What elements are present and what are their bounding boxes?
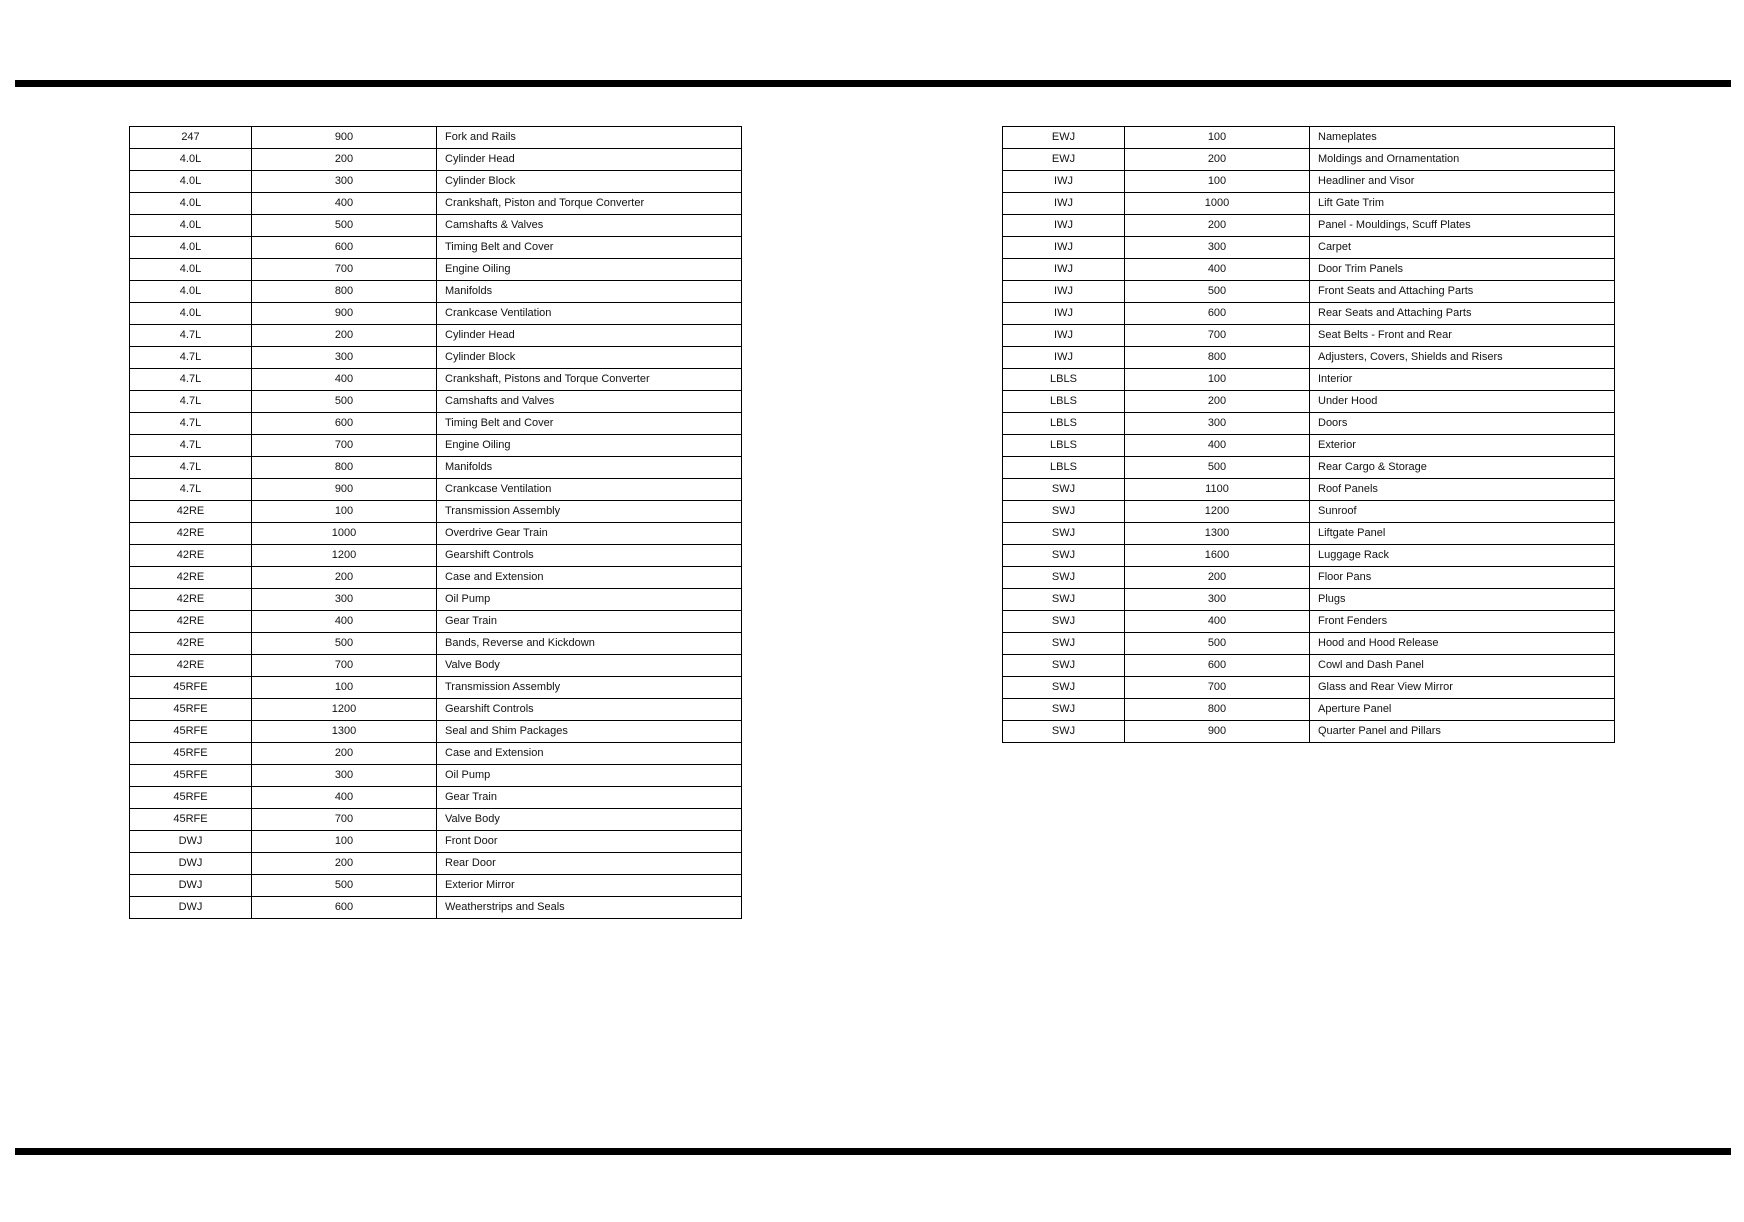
group-code-cell: SWJ (1003, 699, 1125, 721)
left-table-body (130, 127, 742, 919)
left-index-table (129, 126, 742, 919)
table-row (130, 831, 742, 853)
group-code-cell: 42RE (130, 567, 252, 589)
section-number-cell: 500 (1125, 633, 1310, 655)
section-title-cell: Front Door (437, 831, 742, 853)
group-code-cell: 4.0L (130, 303, 252, 325)
section-title-cell: Rear Cargo & Storage (1310, 457, 1615, 479)
group-code-cell: LBLS (1003, 457, 1125, 479)
group-code-cell: IWJ (1003, 215, 1125, 237)
section-title-cell: Front Fenders (1310, 611, 1615, 633)
section-title-cell: Gearshift Controls (437, 545, 742, 567)
table-row (130, 479, 742, 501)
section-number-cell: 700 (252, 435, 437, 457)
section-title-cell: Interior (1310, 369, 1615, 391)
section-number-cell: 300 (1125, 413, 1310, 435)
section-number-cell: 100 (252, 831, 437, 853)
table-row (130, 875, 742, 897)
table-row (130, 325, 742, 347)
table-row (1003, 127, 1615, 149)
section-title-cell: Door Trim Panels (1310, 259, 1615, 281)
group-code-cell: IWJ (1003, 325, 1125, 347)
group-code-cell: 45RFE (130, 743, 252, 765)
group-code-cell: 247 (130, 127, 252, 149)
table-row (1003, 435, 1615, 457)
group-code-cell: DWJ (130, 897, 252, 919)
section-title-cell: Lift Gate Trim (1310, 193, 1615, 215)
table-row (1003, 237, 1615, 259)
table-row (1003, 501, 1615, 523)
table-row (130, 413, 742, 435)
table-row (1003, 193, 1615, 215)
section-title-cell: Crankshaft, Pistons and Torque Converter (437, 369, 742, 391)
section-title-cell: Plugs (1310, 589, 1615, 611)
table-row (1003, 281, 1615, 303)
section-title-cell: Rear Seats and Attaching Parts (1310, 303, 1615, 325)
section-title-cell: Exterior (1310, 435, 1615, 457)
table-row (130, 743, 742, 765)
group-code-cell: 42RE (130, 523, 252, 545)
section-title-cell: Aperture Panel (1310, 699, 1615, 721)
section-number-cell: 300 (1125, 589, 1310, 611)
section-title-cell: Cylinder Head (437, 149, 742, 171)
section-title-cell: Gear Train (437, 787, 742, 809)
section-title-cell: Liftgate Panel (1310, 523, 1615, 545)
section-title-cell: Engine Oiling (437, 435, 742, 457)
section-title-cell: Carpet (1310, 237, 1615, 259)
section-number-cell: 800 (252, 457, 437, 479)
table-row (1003, 479, 1615, 501)
group-code-cell: 4.0L (130, 171, 252, 193)
table-row (130, 369, 742, 391)
section-title-cell: Oil Pump (437, 765, 742, 787)
group-code-cell: 4.0L (130, 215, 252, 237)
section-number-cell: 1000 (252, 523, 437, 545)
group-code-cell: LBLS (1003, 391, 1125, 413)
group-code-cell: SWJ (1003, 567, 1125, 589)
group-code-cell: EWJ (1003, 149, 1125, 171)
table-row (1003, 303, 1615, 325)
table-row (1003, 589, 1615, 611)
group-code-cell: 42RE (130, 611, 252, 633)
group-code-cell: 45RFE (130, 721, 252, 743)
section-number-cell: 500 (1125, 281, 1310, 303)
section-title-cell: Case and Extension (437, 567, 742, 589)
group-code-cell: IWJ (1003, 303, 1125, 325)
group-code-cell: SWJ (1003, 523, 1125, 545)
table-row (130, 765, 742, 787)
table-row (130, 501, 742, 523)
section-number-cell: 200 (252, 853, 437, 875)
table-row (130, 853, 742, 875)
table-row (1003, 347, 1615, 369)
group-code-cell: SWJ (1003, 677, 1125, 699)
section-number-cell: 200 (1125, 215, 1310, 237)
section-title-cell: Overdrive Gear Train (437, 523, 742, 545)
section-title-cell: Case and Extension (437, 743, 742, 765)
section-title-cell: Front Seats and Attaching Parts (1310, 281, 1615, 303)
section-number-cell: 400 (252, 611, 437, 633)
section-title-cell: Roof Panels (1310, 479, 1615, 501)
table-row (1003, 523, 1615, 545)
section-number-cell: 500 (252, 391, 437, 413)
section-title-cell: Timing Belt and Cover (437, 413, 742, 435)
table-row (1003, 149, 1615, 171)
group-code-cell: SWJ (1003, 655, 1125, 677)
group-code-cell: IWJ (1003, 281, 1125, 303)
section-title-cell: Headliner and Visor (1310, 171, 1615, 193)
table-row (1003, 259, 1615, 281)
table-row (1003, 677, 1615, 699)
group-code-cell: SWJ (1003, 633, 1125, 655)
table-row (1003, 699, 1615, 721)
section-title-cell: Manifolds (437, 457, 742, 479)
section-number-cell: 900 (1125, 721, 1310, 743)
section-number-cell: 200 (1125, 567, 1310, 589)
section-number-cell: 1200 (1125, 501, 1310, 523)
table-row (130, 699, 742, 721)
section-title-cell: Cylinder Block (437, 347, 742, 369)
section-title-cell: Bands, Reverse and Kickdown (437, 633, 742, 655)
section-title-cell: Camshafts & Valves (437, 215, 742, 237)
section-number-cell: 600 (1125, 655, 1310, 677)
group-code-cell: 4.7L (130, 325, 252, 347)
section-number-cell: 200 (252, 743, 437, 765)
group-code-cell: IWJ (1003, 193, 1125, 215)
section-title-cell: Adjusters, Covers, Shields and Risers (1310, 347, 1615, 369)
table-row (130, 127, 742, 149)
section-number-cell: 700 (252, 809, 437, 831)
group-code-cell: LBLS (1003, 413, 1125, 435)
table-row (1003, 171, 1615, 193)
table-row (1003, 369, 1615, 391)
section-number-cell: 300 (1125, 237, 1310, 259)
table-row (130, 809, 742, 831)
table-row (130, 237, 742, 259)
group-code-cell: LBLS (1003, 369, 1125, 391)
group-code-cell: 42RE (130, 633, 252, 655)
section-title-cell: Engine Oiling (437, 259, 742, 281)
section-title-cell: Cylinder Block (437, 171, 742, 193)
section-number-cell: 500 (252, 633, 437, 655)
section-title-cell: Panel - Mouldings, Scuff Plates (1310, 215, 1615, 237)
group-code-cell: SWJ (1003, 479, 1125, 501)
section-number-cell: 100 (252, 501, 437, 523)
section-title-cell: Crankcase Ventilation (437, 303, 742, 325)
group-code-cell: IWJ (1003, 171, 1125, 193)
section-title-cell: Nameplates (1310, 127, 1615, 149)
table-row (1003, 215, 1615, 237)
table-row (1003, 545, 1615, 567)
section-number-cell: 200 (252, 149, 437, 171)
table-row (1003, 633, 1615, 655)
group-code-cell: 42RE (130, 501, 252, 523)
section-title-cell: Transmission Assembly (437, 501, 742, 523)
section-number-cell: 700 (1125, 677, 1310, 699)
group-code-cell: DWJ (130, 875, 252, 897)
section-number-cell: 900 (252, 127, 437, 149)
table-row (130, 303, 742, 325)
group-code-cell: 4.7L (130, 391, 252, 413)
group-code-cell: 4.7L (130, 435, 252, 457)
section-number-cell: 1600 (1125, 545, 1310, 567)
section-number-cell: 900 (252, 303, 437, 325)
section-number-cell: 400 (252, 369, 437, 391)
section-title-cell: Glass and Rear View Mirror (1310, 677, 1615, 699)
section-number-cell: 100 (1125, 127, 1310, 149)
section-number-cell: 500 (252, 875, 437, 897)
section-title-cell: Camshafts and Valves (437, 391, 742, 413)
section-number-cell: 200 (252, 325, 437, 347)
section-title-cell: Cylinder Head (437, 325, 742, 347)
section-number-cell: 200 (252, 567, 437, 589)
table-row (130, 391, 742, 413)
group-code-cell: 45RFE (130, 677, 252, 699)
section-title-cell: Gear Train (437, 611, 742, 633)
right-table-body (1003, 127, 1615, 743)
section-number-cell: 1300 (1125, 523, 1310, 545)
section-number-cell: 1000 (1125, 193, 1310, 215)
group-code-cell: 45RFE (130, 699, 252, 721)
section-number-cell: 1200 (252, 699, 437, 721)
section-number-cell: 700 (1125, 325, 1310, 347)
group-code-cell: DWJ (130, 853, 252, 875)
table-row (130, 655, 742, 677)
group-code-cell: 45RFE (130, 787, 252, 809)
section-number-cell: 300 (252, 589, 437, 611)
table-row (130, 215, 742, 237)
section-number-cell: 1200 (252, 545, 437, 567)
group-code-cell: 4.0L (130, 259, 252, 281)
section-title-cell: Doors (1310, 413, 1615, 435)
table-row (1003, 721, 1615, 743)
table-row (1003, 611, 1615, 633)
table-row (130, 633, 742, 655)
section-number-cell: 100 (252, 677, 437, 699)
section-number-cell: 600 (1125, 303, 1310, 325)
group-code-cell: 45RFE (130, 765, 252, 787)
group-code-cell: 4.7L (130, 347, 252, 369)
group-code-cell: LBLS (1003, 435, 1125, 457)
group-code-cell: 4.0L (130, 281, 252, 303)
table-row (130, 457, 742, 479)
section-title-cell: Floor Pans (1310, 567, 1615, 589)
table-row (130, 677, 742, 699)
section-number-cell: 300 (252, 765, 437, 787)
group-code-cell: 4.0L (130, 149, 252, 171)
section-number-cell: 500 (252, 215, 437, 237)
group-code-cell: SWJ (1003, 721, 1125, 743)
section-title-cell: Valve Body (437, 809, 742, 831)
group-code-cell: IWJ (1003, 347, 1125, 369)
section-number-cell: 800 (1125, 347, 1310, 369)
section-number-cell: 800 (1125, 699, 1310, 721)
table-row (130, 259, 742, 281)
section-number-cell: 600 (252, 413, 437, 435)
table-row (130, 897, 742, 919)
group-code-cell: SWJ (1003, 611, 1125, 633)
table-row (130, 721, 742, 743)
section-title-cell: Timing Belt and Cover (437, 237, 742, 259)
section-number-cell: 1100 (1125, 479, 1310, 501)
section-number-cell: 400 (1125, 259, 1310, 281)
section-number-cell: 600 (252, 237, 437, 259)
section-title-cell: Seat Belts - Front and Rear (1310, 325, 1615, 347)
right-index-table (1002, 126, 1615, 743)
section-title-cell: Weatherstrips and Seals (437, 897, 742, 919)
table-row (1003, 413, 1615, 435)
bottom-rule (15, 1148, 1731, 1155)
section-title-cell: Transmission Assembly (437, 677, 742, 699)
section-title-cell: Seal and Shim Packages (437, 721, 742, 743)
group-code-cell: 4.7L (130, 413, 252, 435)
table-row (130, 193, 742, 215)
group-code-cell: IWJ (1003, 259, 1125, 281)
group-code-cell: 42RE (130, 545, 252, 567)
section-title-cell: Valve Body (437, 655, 742, 677)
table-row (1003, 457, 1615, 479)
section-title-cell: Gearshift Controls (437, 699, 742, 721)
table-row (130, 171, 742, 193)
section-number-cell: 700 (252, 655, 437, 677)
section-number-cell: 400 (1125, 435, 1310, 457)
table-row (1003, 655, 1615, 677)
group-code-cell: 42RE (130, 655, 252, 677)
table-row (130, 523, 742, 545)
section-title-cell: Quarter Panel and Pillars (1310, 721, 1615, 743)
section-title-cell: Moldings and Ornamentation (1310, 149, 1615, 171)
group-code-cell: EWJ (1003, 127, 1125, 149)
table-row (130, 545, 742, 567)
section-number-cell: 1300 (252, 721, 437, 743)
group-code-cell: DWJ (130, 831, 252, 853)
table-row (130, 611, 742, 633)
section-title-cell: Rear Door (437, 853, 742, 875)
table-row (130, 567, 742, 589)
section-title-cell: Luggage Rack (1310, 545, 1615, 567)
group-code-cell: 4.0L (130, 193, 252, 215)
group-code-cell: 4.0L (130, 237, 252, 259)
table-row (130, 149, 742, 171)
table-row (1003, 325, 1615, 347)
section-number-cell: 100 (1125, 369, 1310, 391)
table-row (130, 281, 742, 303)
section-number-cell: 100 (1125, 171, 1310, 193)
section-number-cell: 300 (252, 171, 437, 193)
group-code-cell: 4.7L (130, 457, 252, 479)
section-title-cell: Sunroof (1310, 501, 1615, 523)
section-number-cell: 200 (1125, 391, 1310, 413)
section-title-cell: Cowl and Dash Panel (1310, 655, 1615, 677)
section-number-cell: 300 (252, 347, 437, 369)
group-code-cell: 45RFE (130, 809, 252, 831)
section-number-cell: 500 (1125, 457, 1310, 479)
group-code-cell: 4.7L (130, 369, 252, 391)
group-code-cell: IWJ (1003, 237, 1125, 259)
section-number-cell: 400 (252, 193, 437, 215)
table-row (1003, 567, 1615, 589)
section-number-cell: 200 (1125, 149, 1310, 171)
table-row (130, 435, 742, 457)
section-title-cell: Under Hood (1310, 391, 1615, 413)
table-row (130, 787, 742, 809)
table-row (130, 589, 742, 611)
section-number-cell: 400 (1125, 611, 1310, 633)
table-row (130, 347, 742, 369)
group-code-cell: 42RE (130, 589, 252, 611)
section-title-cell: Fork and Rails (437, 127, 742, 149)
group-code-cell: SWJ (1003, 501, 1125, 523)
section-title-cell: Manifolds (437, 281, 742, 303)
section-number-cell: 800 (252, 281, 437, 303)
section-title-cell: Exterior Mirror (437, 875, 742, 897)
group-code-cell: SWJ (1003, 589, 1125, 611)
section-title-cell: Hood and Hood Release (1310, 633, 1615, 655)
section-number-cell: 600 (252, 897, 437, 919)
section-number-cell: 400 (252, 787, 437, 809)
section-title-cell: Crankshaft, Piston and Torque Converter (437, 193, 742, 215)
section-title-cell: Crankcase Ventilation (437, 479, 742, 501)
group-code-cell: 4.7L (130, 479, 252, 501)
section-number-cell: 700 (252, 259, 437, 281)
section-number-cell: 900 (252, 479, 437, 501)
group-code-cell: SWJ (1003, 545, 1125, 567)
table-row (1003, 391, 1615, 413)
section-title-cell: Oil Pump (437, 589, 742, 611)
top-rule (15, 80, 1731, 87)
